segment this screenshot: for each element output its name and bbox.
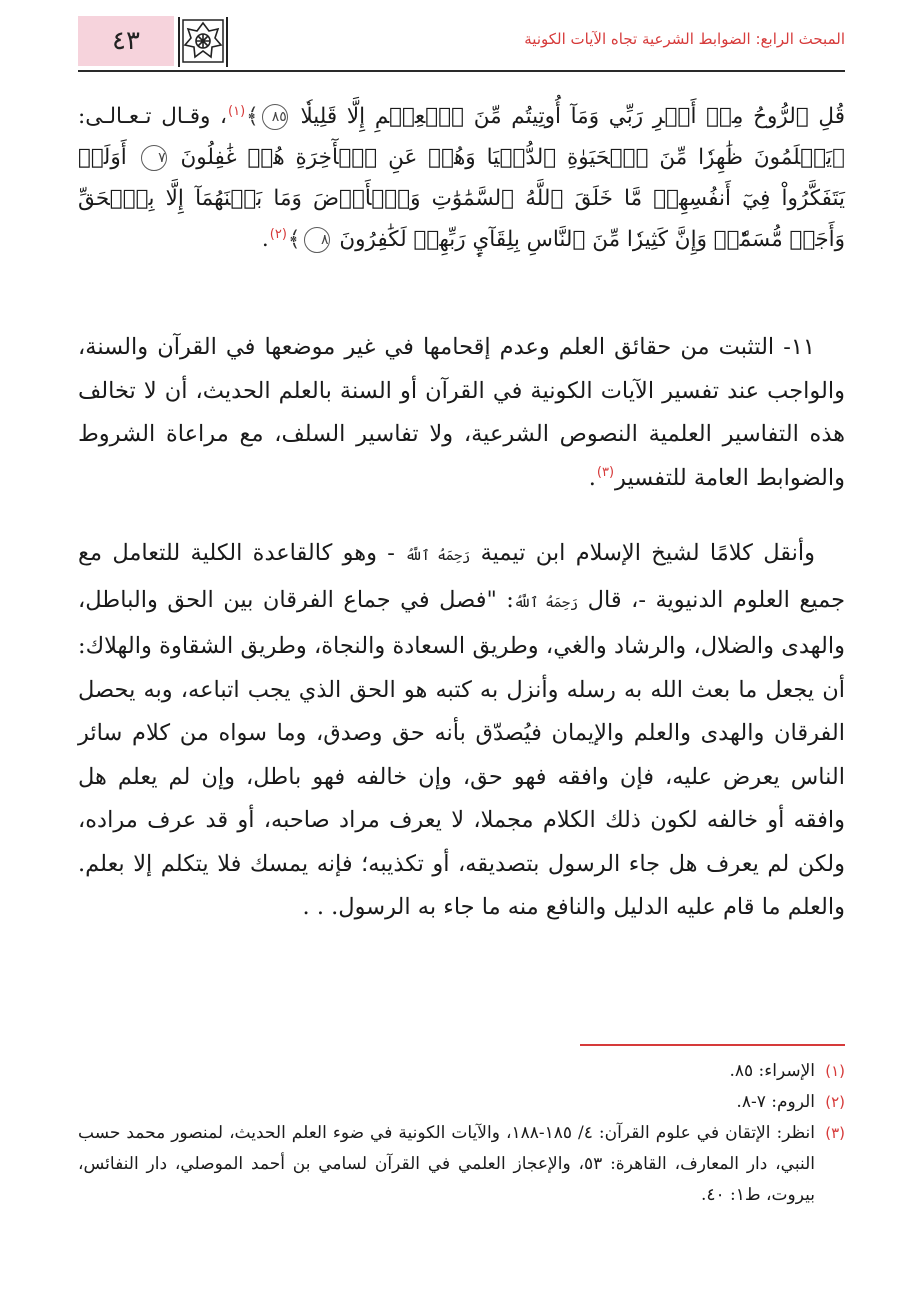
- verse-3: أَوَلَمۡ يَتَفَكَّرُواْ فِيٓ أَنفُسِهِمۗ مَّا خَلَقَ ٱللَّهُ ٱلسَّمَٰوَٰتِ وَٱلۡأَرۡضَ وَمَا بَيۡنَهُمَآ إِلَّا بِٱلۡحَقِّ وَأَجَلٖ مُّسَمّٗىۗ وَإِنَّ كَثِيرٗا مِّنَ ٱلنَّاسِ بِلِقَآيِٕ رَبِّهِمۡ لَكَٰفِرُونَ: [78, 145, 845, 252]
- footnote-ref-1[interactable]: (١): [228, 103, 246, 119]
- paragraph-end-period: .: [588, 464, 596, 491]
- footnote-1: [78, 1056, 845, 1087]
- running-header: [78, 16, 845, 72]
- paragraph-text: - وهو كالقاعدة الكلية للتعامل مع جميع العلوم الدنيوية -، قال: [78, 540, 846, 613]
- book-page: [78, 0, 845, 1293]
- verse-2: يَعۡلَمُونَ ظَٰهِرٗا مِّنَ ٱلۡحَيَوٰةِ ٱلدُّنۡيَا وَهُمۡ عَنِ ٱلۡأٓخِرَةِ هُمۡ غَٰفِلُونَ: [180, 145, 833, 170]
- verse-end-period: .: [261, 227, 269, 252]
- footnotes: [78, 1056, 845, 1211]
- honorific-glyph: رَحِمَهُ ٱللَّهُ: [405, 548, 471, 564]
- quotation-text: : "فصل في جماع الفرقان بين الحق والباطل، والهدى والضلال، والرشاد والغي، وطريق السعادة والنجاة، وطريق الشقاوة والهلاك: أن يجعل ما بعث الله به رسله وأنزل به كتبه هو الحق الذي يجب اتباعه، وبه يحصل الفرقان والهدى والعلم والإيمان فيُصدّق بأنه حق وصدق، وما سواه من كلام سائر الناس يعرض عليه، فإن وافقه فهو حق، وإن خالفه فهو باطل، وإن لم يعلم هل وافقه أو خالفه لكون ذلك الكلام مجملا، لا يعرف مراد صاحبه، أو قد عرف مراده، ولكن لم يعرف هل جاء الرسول بتصديقه، أو تكذيبه؛ فإنه يمسك فلا يتكلم إلا بعلم. والعلم ما قام عليه الدليل والنافع منه ما جاء به الرسول. . .: [78, 586, 845, 920]
- page-number: ٤٣: [78, 16, 174, 66]
- ornament-icon: [178, 17, 228, 67]
- ayah-number-marker: ٨: [304, 227, 330, 253]
- paragraph-text: ١١- التثبت من حقائق العلم وعدم إقحامها في غير موضعها في القرآن والسنة، والواجب عند تفسير الآيات الكونية في القرآن أو السنة بالعلم الحديث، أن لا تخالف هذه التفاسير العلمية النصوص الشرعية، ولا تفاسير السلف، مع مراعاة الشروط والضوابط العامة للتفسير: [78, 334, 845, 491]
- quran-close-bracket: ﴾: [246, 104, 259, 129]
- paragraph-quotation: [78, 532, 845, 930]
- footnote-text: الروم: ٧-٨.: [736, 1092, 815, 1112]
- footnote-text: انظر: الإتقان في علوم القرآن: ٤/ ١٨٥-١٨٨، والآيات الكونية في ضوء العلم الحديث، لمنصور محمد حسب النبي، دار المعارف، القاهرة: ٥٣، والإعجاز العلمي في القرآن لسامي بن أحمد الموصلي، دار النفائس، بيروت، ط١: ٤٠.: [78, 1123, 816, 1205]
- verses-block: [78, 96, 845, 260]
- paragraph-text: وأنقل كلامًا لشيخ الإسلام ابن تيمية: [480, 540, 815, 566]
- honorific-glyph: رَحِمَهُ ٱللَّهُ: [513, 594, 579, 611]
- verse-1: قُلِ ٱلرُّوحُ مِنۡ أَمۡرِ رَبِّي وَمَآ أُوتِيتُم مِّنَ ٱلۡعِلۡمِ إِلَّا قَلِيلٗا: [300, 104, 845, 129]
- verse-connector: ، وقـال تـعـالـى:: [78, 104, 227, 129]
- quran-open-bracket: ﴿: [832, 145, 845, 170]
- paragraph-item-11: [78, 326, 845, 500]
- ayah-number-marker: ٧: [141, 145, 167, 171]
- footnote-ref-2[interactable]: (٢): [269, 226, 287, 242]
- footnote-2: [78, 1087, 845, 1118]
- footnote-3: [78, 1118, 845, 1211]
- footnote-separator: [580, 1044, 845, 1046]
- footnote-number: (١): [825, 1062, 845, 1080]
- footnote-ref-3[interactable]: (٣): [596, 465, 615, 480]
- header-rule: [78, 70, 845, 72]
- running-title: المبحث الرابع: الضوابط الشرعية تجاه الآيات الكونية: [524, 30, 845, 48]
- footnote-number: (٢): [825, 1093, 845, 1111]
- quran-close-bracket: ﴾: [287, 227, 301, 252]
- footnote-number: (٣): [825, 1124, 845, 1142]
- ayah-number-marker: ٨٥: [262, 104, 288, 130]
- footnote-text: الإسراء: ٨٥.: [729, 1061, 815, 1081]
